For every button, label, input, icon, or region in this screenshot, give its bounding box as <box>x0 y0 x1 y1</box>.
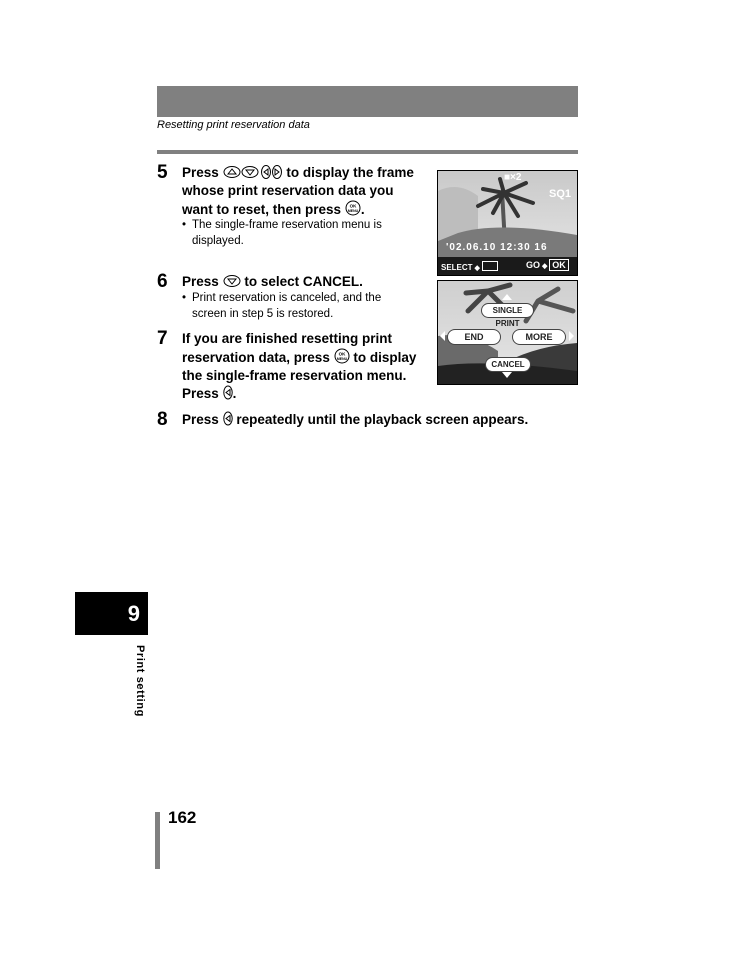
left-arrow-button-icon <box>223 385 233 400</box>
select-hint: SELECT ◆ <box>441 261 498 272</box>
step-text-before: Press <box>182 412 219 427</box>
step-number: 8 <box>157 409 168 430</box>
ok-menu-button-icon <box>345 200 361 216</box>
frame-select-icon <box>482 261 498 271</box>
svg-text:MENU: MENU <box>336 357 347 361</box>
step-text-before: Press <box>182 165 219 180</box>
step-text-end: . <box>360 202 365 217</box>
section-rule <box>157 150 578 154</box>
step-note: • The single-frame reservation menu is displayed. <box>182 219 382 247</box>
quality-mode: SQ1 <box>548 188 571 200</box>
step-text <box>182 164 427 219</box>
left-arrow-button-icon <box>223 411 233 426</box>
section-title: Resetting print reservation data <box>157 119 310 131</box>
step-number: 7 <box>157 328 168 349</box>
step-text-end: . <box>232 386 237 401</box>
header-bar <box>157 86 578 117</box>
menu-end[interactable]: END <box>447 329 501 345</box>
page-number-bar <box>155 812 160 869</box>
step-number: 6 <box>157 271 168 292</box>
step-text <box>182 273 427 291</box>
chapter-number: 9 <box>127 600 140 626</box>
svg-text:MENU: MENU <box>347 209 358 213</box>
svg-text:OK: OK <box>338 351 345 357</box>
step-note: • Print reservation is canceled, and the screen in step 5 is restored. <box>182 292 382 320</box>
down-arrow-icon <box>502 372 512 378</box>
right-arrow-icon <box>569 331 574 341</box>
up-arrow-icon <box>502 294 512 300</box>
left-arrow-icon <box>440 331 445 341</box>
svg-text:OK: OK <box>349 203 357 209</box>
ok-menu-button-icon <box>334 348 350 364</box>
menu-single-print[interactable]: SINGLE PRINT <box>481 303 534 318</box>
step-text-after: to display the single-frame reservation menu. Press <box>182 350 417 401</box>
step-text-before: Press <box>182 274 219 289</box>
print-count: ■×2 <box>504 172 522 183</box>
step-text-before: If you are finished resetting print reservation data, press <box>182 331 393 365</box>
step-text <box>182 330 422 403</box>
page-number: 162 <box>168 808 197 827</box>
menu-more[interactable]: MORE <box>512 329 566 345</box>
step-text-after: to select CANCEL. <box>244 274 363 289</box>
step-text <box>182 411 602 429</box>
chapter-label: Print setting <box>134 645 146 717</box>
camera-screen-menu <box>437 280 578 385</box>
step-text-after: repeatedly until the playback screen appears. <box>236 412 529 427</box>
printer-icon: ■ <box>504 172 511 183</box>
step-number: 5 <box>157 162 168 183</box>
date-time: '02.06.10 12:30 16 <box>446 242 548 253</box>
menu-cancel[interactable]: CANCEL <box>485 357 531 372</box>
camera-screen-frame <box>437 170 578 276</box>
ok-badge: OK <box>549 259 569 271</box>
down-arrow-button-icon <box>223 274 241 288</box>
arrow-pad-icon <box>223 165 283 179</box>
go-hint: GO ◆ OK <box>526 260 569 270</box>
step-text-after: to display the frame whose print reservation data you want to reset, then press <box>182 165 414 217</box>
